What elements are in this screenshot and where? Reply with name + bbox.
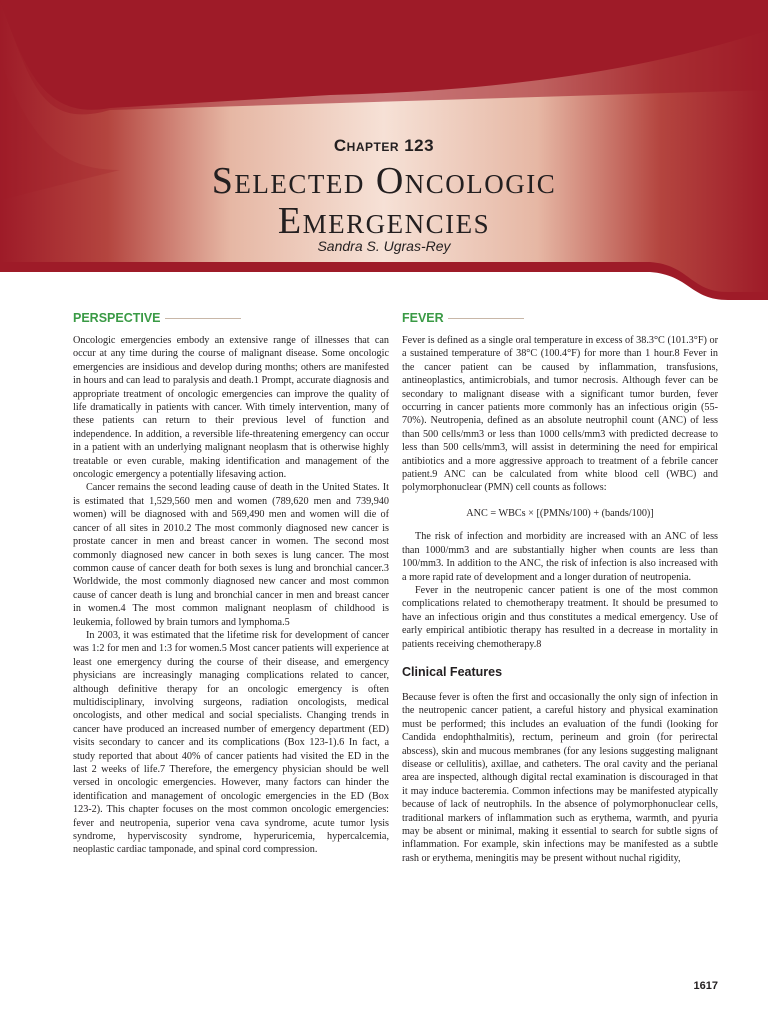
section-heading-label: FEVER bbox=[402, 311, 444, 325]
section-heading-fever bbox=[402, 308, 718, 328]
paragraph: Cancer remains the second leading cause of death in the United States. It is estimated that 1,529,560 men and women (789,620 men and 739,940 women) will be diagnosed with and 569,490 men and women will die of cancer of all sites in 2010.2 The most commonly diagnosed new cancer is prostate cancer in men and breast cancer in women. The second most commonly diagnosed new cancer in both sexes is lung cancer. The most common cause of cancer death for both sexes is lung and bronchial cancer.3 Worldwide, the most commonly diagnosed new cancer and most common cause of cancer death is lung and bronchial cancer in men and breast cancer in women.4 The most common malignant neoplasm of childhood is leukemia, followed by brain tumors and lymphoma.5 bbox=[73, 482, 389, 628]
heading-rule bbox=[165, 318, 241, 319]
paragraph: Fever in the neutropenic cancer patient is one of the most common complications related to chemotherapy treatment. It should be presumed to have an infectious origin and thus constitutes a medical emergency. Use of early empirical antibiotic therapy has resulted in a decrease in mortality in patients receiving chemotherapy.8 bbox=[402, 584, 718, 650]
paragraph: In 2003, it was estimated that the lifetime risk for development of cancer was 1:2 for men and 1:3 for women.5 Most cancer patients will experience at least one emergency during the course of their disease, and emergency physicians are increasingly managing complications related to cancer, although definitive therapy for an oncologic emergency is often multidisciplinary, involving surgeons, radiation oncologists, medical oncologists, and other medical and social specialists. Changing trends in cancer have produced an increased number of emergency department (ED) visits secondary to cancer and its complications (Box 123-1).6 In fact, a study reported that about 40% of cancer patients had visited the ED in the last 2 weeks of life.7 Therefore, the emergency physician should be well versed in oncologic emergencies. However, many factors can hinder the identification and management of oncologic emergencies in the ED (Box 123-2). This chapter focuses on the most common oncologic emergencies: fever and neutropenia, superior vena cava syndrome, acute tumor lysis syndrome, hyperviscosity syndrome, hyperuricemia, hypercalcemia, neoplastic cardiac tamponade, and spinal cord compression. bbox=[73, 629, 389, 856]
subheading-clinical-features: Clinical Features bbox=[402, 664, 503, 679]
author-name: Sandra S. Ugras-Rey bbox=[317, 238, 451, 254]
chapter-title-line-2: Emergencies bbox=[277, 200, 491, 242]
paragraph: Oncologic emergencies embody an extensive range of illnesses that can occur at any time during the course of malignant disease. Some oncologic emergencies are insidious and develop during months; others are manifested in hours and can lead to paralysis and death.1 Prompt, accurate diagnosis and appropriate treatment of oncologic emergencies can improve the quality of life dramatically in patients with cancer. With timely intervention, many of these patients can return to their previous level of function and independence. In addition, a reversible life-threatening emergency can occur in a patient with an underlying malignant neoplasm that is otherwise highly treatable or even curable, making identification and management of the oncologic emergency a potentially lifesaving action. bbox=[73, 335, 389, 481]
page-number: 1617 bbox=[693, 980, 718, 992]
chapter-title-line-1: Selected Oncologic bbox=[211, 160, 557, 202]
paragraph: The risk of infection and morbidity are increased with an ANC of less than 1000/mm3 and are substantially higher when counts are less than 100/mm3. In addition to the ANC, the risk of infection is also increased with a more rapid rate of development and a longer duration of neutropenia. bbox=[402, 531, 718, 583]
heading-rule bbox=[448, 318, 524, 319]
paragraph: Fever is defined as a single oral temperature in excess of 38.3°C (101.3°F) or a sustained temperature of 38°C (100.4°F) for more than 1 hour.8 Fever in the cancer patient can be caused by inflammation, transfusions, antineoplastics, antimicrobials, and tumor necrosis. Although fever can be secondary to malignant disease with a significant tumor burden, fever occurring in cancer patients more commonly has an infectious origin (55-70%). Neutropenia, defined as an absolute neutrophil count (ANC) of less than 500 cells/mm3 or less than 1000 cells/mm3 with predicted decrease to less than 500 cells/mm3, will assist in determining the need for empirical antibiotics and a more aggressive approach to treatment of a febrile cancer patient.9 ANC can be calculated from white blood cell (WBC) and polymorphonuclear (PMN) cell counts as follows: bbox=[402, 335, 718, 494]
chapter-label: Chapter 123 bbox=[333, 136, 435, 155]
paragraph: Because fever is often the first and occasionally the only sign of infection in the neutropenic cancer patient, a careful history and physical examination must be performed; this includes an evaluation of the fundi (looking for Candida endophthalmitis), rectum, perineum and groin (for perirectal abscess), skin and mucous membranes (for any lesions suggesting malignant disease or cellulitis), axillae, and catheters. The oral cavity and the perianal area are inspected, although digital rectal examination is discouraged in that it may induce bacteremia. Common infections may be manifested atypically because of lack of neutrophils. In the absence of polymorphonuclear cells, traditional markers of inflammation such as erythema, warmth, and pyuria may be absent or minimal, making it essential to search for subtle signs of inflammation. For example, skin infections may be manifested as a subtle rash or erythema, meningitis may be present without nuchal rigidity, bbox=[402, 691, 718, 864]
right-column bbox=[402, 308, 718, 865]
section-heading-label: PERSPECTIVE bbox=[73, 311, 161, 325]
section-heading-perspective bbox=[73, 308, 389, 328]
left-column bbox=[73, 308, 389, 857]
anc-equation: ANC = WBCs × [(PMNs/100) + (bands/100)] bbox=[466, 507, 654, 519]
